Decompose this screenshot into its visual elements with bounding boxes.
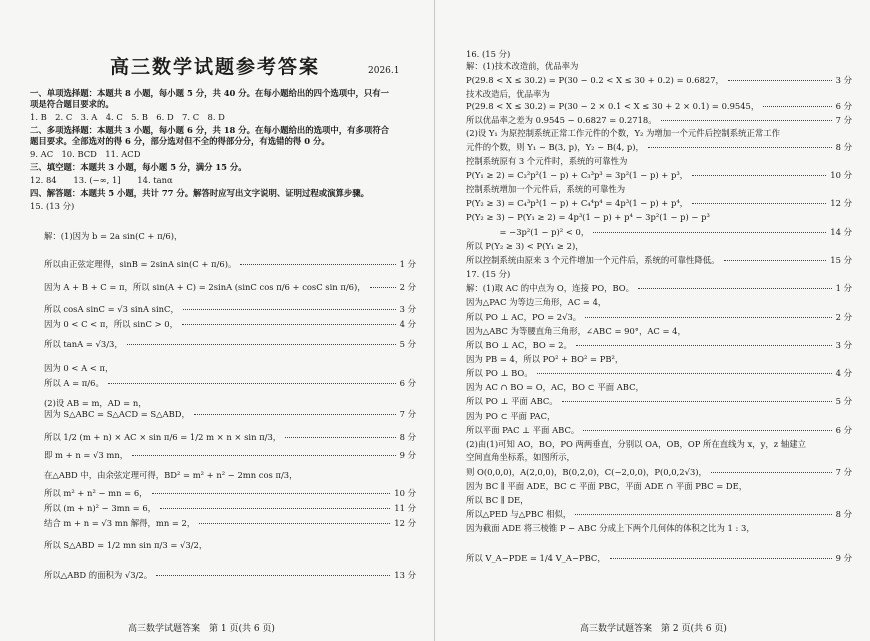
solution-line bbox=[466, 282, 852, 294]
solution-line bbox=[466, 451, 852, 463]
dotted-leader bbox=[638, 288, 832, 289]
score-points: 6 分 bbox=[835, 425, 852, 435]
solution-text: 所以 PO ⊥ AC，PO = 2√3。 bbox=[466, 312, 582, 322]
solution-line bbox=[466, 424, 852, 436]
solution-text: 在△ABD 中，由余弦定理可得，BD² = m² + n² − 2mn cos π/3， bbox=[44, 470, 298, 480]
dotted-leader bbox=[692, 175, 826, 176]
solution-line bbox=[466, 339, 852, 351]
dotted-leader bbox=[593, 232, 826, 233]
solution-text: 所以 BC ∥ DE， bbox=[466, 495, 529, 505]
page-divider bbox=[434, 0, 435, 641]
score-points: 2 分 bbox=[399, 282, 416, 292]
solution-line bbox=[44, 318, 416, 330]
section-1-answers: 1. B 2. C 3. A 4. C 5. B 6. D 7. C 8. D bbox=[30, 112, 225, 122]
solution-text: 解：(1)取 AC 的中点为 O，连接 PO，BO。 bbox=[466, 283, 635, 293]
dotted-leader bbox=[728, 80, 832, 81]
solution-text: 因为截面 ADE 将三棱锥 P − ABC 分成上下两个几何体的体积之比为 1 : 3， bbox=[466, 523, 755, 533]
solution-line bbox=[466, 381, 852, 393]
solution-line bbox=[466, 169, 852, 181]
score-points: 9 分 bbox=[835, 553, 852, 563]
section-4-heading: 四、解答题：本题共 5 小题，共计 77 分。解答时应写出文字说明、证明过程或演算步骤。 bbox=[30, 188, 370, 198]
dotted-leader bbox=[285, 437, 396, 438]
solution-line bbox=[44, 377, 416, 389]
solution-text: 所以△ABD 的面积为 √3/2。 bbox=[44, 570, 153, 580]
score-points: 7 分 bbox=[835, 467, 852, 477]
solution-text: 所以 tanA = √3/3， bbox=[44, 339, 123, 349]
dotted-leader bbox=[194, 414, 396, 415]
section-1-heading-line1: 一、单项选择题：本题共 8 小题，每小题 5 分，共 40 分。在每小题给出的四个选项中，只有一 bbox=[30, 88, 390, 98]
solution-line bbox=[466, 522, 852, 534]
solution-line bbox=[466, 395, 852, 407]
dotted-leader bbox=[127, 344, 396, 345]
solution-text: 所以 V_A−PDE = 1/4 V_A−PBC， bbox=[466, 553, 606, 563]
solution-text: 控制系统原有 3 个元件时，系统的可靠性为 bbox=[466, 156, 628, 166]
solution-text: 所以 1/2 (m + n) × AC × sin π/6 = 1/2 m × n × sin π/3， bbox=[44, 432, 282, 442]
score-points: 4 分 bbox=[399, 319, 416, 329]
solution-line bbox=[466, 325, 852, 337]
solution-text: 所以 PO ⊥ BO。 bbox=[466, 368, 533, 378]
score-points: 1 分 bbox=[835, 283, 852, 293]
solution-line bbox=[466, 183, 852, 195]
dotted-leader bbox=[711, 472, 832, 473]
exam-date: 2026.1 bbox=[368, 66, 400, 76]
solution-line bbox=[44, 303, 416, 315]
solution-text: 解：(1)技术改造前，优品率为 bbox=[466, 61, 579, 71]
solution-text: 因为△PAC 为等边三角形，AC = 4， bbox=[466, 297, 607, 307]
solution-text: 所以由正弦定理得，sinB = 2sinA sin(C + π/6)。 bbox=[44, 259, 237, 269]
score-points: 3 分 bbox=[835, 75, 852, 85]
score-points: 5 分 bbox=[399, 339, 416, 349]
solution-line bbox=[44, 338, 416, 350]
page-footer: 高三数学试题答案 第 1 页(共 6 页) bbox=[128, 624, 275, 634]
solution-text: 技术改造后，优品率为 bbox=[466, 89, 550, 99]
score-points: 6 分 bbox=[835, 101, 852, 111]
solution-text: 所以 S△ABD = 1/2 mn sin π/3 = √3/2， bbox=[44, 540, 208, 550]
score-points: 9 分 bbox=[399, 450, 416, 460]
score-points: 12 分 bbox=[394, 518, 416, 528]
solution-text: P(29.8 < X ≤ 30.2) = P(30 − 2 × 0.1 < X ≤ 30 + 2 × 0.1) = 0.9545， bbox=[466, 101, 760, 111]
solution-line bbox=[466, 211, 852, 223]
dotted-leader bbox=[562, 401, 832, 402]
solution-line bbox=[466, 141, 852, 153]
solution-line bbox=[44, 569, 416, 581]
solution-text: 所以 cosA sinC = √3 sinA sinC， bbox=[44, 304, 179, 314]
solution-line bbox=[44, 362, 416, 374]
solution-text: 因为 0 < C < π，所以 sinC > 0， bbox=[44, 319, 178, 329]
dotted-leader bbox=[763, 106, 832, 107]
solution-text: 则 O(0,0,0)，A(2,0,0)，B(0,2,0)，C(−2,0,0)，P(0,0,2√3)， bbox=[466, 467, 707, 477]
solution-line bbox=[466, 197, 852, 209]
solution-text: 所以 A = π/6。 bbox=[44, 378, 104, 388]
solution-line bbox=[44, 408, 416, 420]
dotted-leader bbox=[156, 575, 390, 576]
dotted-leader bbox=[132, 455, 396, 456]
dotted-leader bbox=[152, 493, 390, 494]
section-1-heading-line2: 项是符合题目要求的。 bbox=[30, 99, 114, 109]
solution-text: 结合 m + n = √3 mn 解得，mn = 2， bbox=[44, 518, 196, 528]
score-points: 13 分 bbox=[394, 570, 416, 580]
dotted-leader bbox=[692, 203, 826, 204]
solution-line bbox=[44, 230, 416, 242]
dotted-leader bbox=[575, 514, 832, 515]
solution-text: 所以 P(Y₂ ≥ 3) < P(Y₁ ≥ 2)， bbox=[466, 241, 584, 251]
solution-text: = −3p²(1 − p)² < 0， bbox=[466, 227, 590, 237]
solution-text: (2)设 Y₁ 为原控制系统正常工作元件的个数，Y₂ 为增加一个元件后控制系统正常工作 bbox=[466, 128, 780, 138]
score-points: 12 分 bbox=[830, 198, 852, 208]
solution-text: 所以优品率之差为 0.9545 − 0.6827 = 0.2718。 bbox=[466, 115, 657, 125]
dotted-leader bbox=[183, 309, 396, 310]
solution-text: 16. (15 分) bbox=[466, 49, 511, 59]
solution-text: 因为 S△ABC = S△ACD = S△ABD， bbox=[44, 409, 190, 419]
section-2-answers: 9. AC 10. BCD 11. ACD bbox=[30, 149, 141, 159]
score-points: 8 分 bbox=[835, 509, 852, 519]
solution-line bbox=[466, 367, 852, 379]
solution-line bbox=[466, 268, 852, 280]
section-3-heading: 三、填空题：本题共 3 小题，每小题 5 分，满分 15 分。 bbox=[30, 162, 247, 172]
solution-line bbox=[466, 240, 852, 252]
solution-line bbox=[466, 254, 852, 266]
page-title: 高三数学试题参考答案 bbox=[110, 56, 321, 78]
solution-text: 所以平面 PAC ⊥ 平面 ABC。 bbox=[466, 425, 580, 435]
dotted-leader bbox=[537, 373, 832, 374]
solution-text: 因为 0 < A < π， bbox=[44, 363, 114, 373]
solution-text: 所以控制系统由原来 3 个元件增加一个元件后，系统的可靠性降低。 bbox=[466, 255, 720, 265]
solution-text: 元件的个数，则 Y₁ ~ B(3, p)，Y₂ ~ B(4, p)， bbox=[466, 142, 644, 152]
score-points: 7 分 bbox=[835, 115, 852, 125]
score-points: 6 分 bbox=[399, 378, 416, 388]
solution-line bbox=[466, 48, 852, 60]
solution-text: 所以 BO ⊥ AC，BO = 2。 bbox=[466, 340, 572, 350]
solution-text: 因为 PB = 4，所以 PO² + BO² = PB²， bbox=[466, 354, 624, 364]
solution-text: (2)设 AB = m，AD = n， bbox=[44, 398, 147, 408]
solution-line bbox=[466, 438, 852, 450]
score-points: 2 分 bbox=[835, 312, 852, 322]
solution-line bbox=[44, 281, 416, 293]
solution-line bbox=[466, 127, 852, 139]
solution-line bbox=[466, 353, 852, 365]
score-points: 10 分 bbox=[830, 170, 852, 180]
solution-text: 空间直角坐标系，如图所示， bbox=[466, 452, 575, 462]
solution-line bbox=[466, 508, 852, 520]
solution-text: 因为 BC ∥ 平面 ADE，BC ⊂ 平面 PBC，平面 ADE ∩ 平面 PBC = DE， bbox=[466, 481, 748, 491]
dotted-leader bbox=[583, 430, 832, 431]
page-2 bbox=[436, 0, 870, 641]
solution-line bbox=[466, 296, 852, 308]
dotted-leader bbox=[585, 317, 832, 318]
solution-text: P(Y₂ ≥ 3) = C₄³p³(1 − p) + C₄⁴p⁴ = 4p³(1 − p) + p⁴， bbox=[466, 198, 689, 208]
score-points: 3 分 bbox=[835, 340, 852, 350]
solution-line bbox=[466, 226, 852, 238]
score-points: 5 分 bbox=[835, 396, 852, 406]
solution-text: 所以△PED 与△PBC 相似， bbox=[466, 509, 572, 519]
solution-text: P(Y₂ ≥ 3) − P(Y₁ ≥ 2) = 4p³(1 − p) + p⁴ − 3p²(1 − p) − p³ bbox=[466, 212, 710, 222]
dotted-leader bbox=[724, 260, 826, 261]
dotted-leader bbox=[182, 324, 396, 325]
solution-text: (2)由(1)可知 AO，BO，PO 两两垂直，分别以 OA，OB，OP 所在直线为 x，y，z 轴建立 bbox=[466, 439, 806, 449]
score-points: 7 分 bbox=[399, 409, 416, 419]
dotted-leader bbox=[240, 264, 396, 265]
dotted-leader bbox=[108, 383, 396, 384]
score-points: 3 分 bbox=[399, 304, 416, 314]
solution-line bbox=[44, 487, 416, 499]
solution-line bbox=[44, 431, 416, 443]
solution-line bbox=[466, 494, 852, 506]
solution-line bbox=[466, 410, 852, 422]
solution-text: 所以 PO ⊥ 平面 ABC。 bbox=[466, 396, 558, 406]
solution-text: 控制系统增加一个元件后，系统的可靠性为 bbox=[466, 184, 626, 194]
score-points: 4 分 bbox=[835, 368, 852, 378]
solution-text: P(29.8 < X ≤ 30.2) = P(30 − 0.2 < X ≤ 30 + 0.2) = 0.6827， bbox=[466, 75, 724, 85]
solution-line bbox=[466, 74, 852, 86]
solution-text: 即 m + n = √3 mn， bbox=[44, 450, 129, 460]
solution-text: 17. (15 分) bbox=[466, 269, 511, 279]
solution-line bbox=[466, 100, 852, 112]
solution-text: 所以 (m + n)² − 3mn = 6， bbox=[44, 503, 157, 513]
page-footer: 高三数学试题答案 第 2 页(共 6 页) bbox=[580, 624, 727, 634]
solution-line bbox=[466, 60, 852, 72]
solution-line bbox=[44, 502, 416, 514]
score-points: 8 分 bbox=[835, 142, 852, 152]
question-15-heading: 15. (13 分) bbox=[30, 201, 75, 211]
score-points: 11 分 bbox=[394, 503, 416, 513]
dotted-leader bbox=[648, 147, 832, 148]
dotted-leader bbox=[370, 287, 396, 288]
solution-line bbox=[44, 469, 416, 481]
dotted-leader bbox=[661, 120, 832, 121]
solution-text: 因为 AC ∩ BO = O，AC，BO ⊂ 平面 ABC， bbox=[466, 382, 644, 392]
solution-text: 因为 A + B + C = π，所以 sin(A + C) = 2sinA (sinC cos π/6 + cosC sin π/6)， bbox=[44, 282, 366, 292]
section-2-heading-line1: 二、多项选择题：本题共 3 小题，每小题 6 分，共 18 分。在每小题给出的选项中，有多项符合 bbox=[30, 125, 390, 135]
solution-line bbox=[44, 258, 416, 270]
score-points: 1 分 bbox=[399, 259, 416, 269]
solution-line bbox=[466, 552, 852, 564]
solution-text: 解：(1)因为 b = 2a sin(C + π/6)， bbox=[44, 231, 183, 241]
section-3-answers: 12. 84 13. (−∞, 1] 14. tanα bbox=[30, 175, 173, 185]
solution-line bbox=[466, 480, 852, 492]
score-points: 15 分 bbox=[830, 255, 852, 265]
solution-text: P(Y₁ ≥ 2) = C₃²p²(1 − p) + C₃³p³ = 3p²(1 − p) + p³， bbox=[466, 170, 689, 180]
dotted-leader bbox=[199, 523, 390, 524]
solution-text: 因为△ABC 为等腰直角三角形，∠ABC = 90°，AC = 4， bbox=[466, 326, 686, 336]
solution-line bbox=[466, 155, 852, 167]
solution-line bbox=[466, 466, 852, 478]
solution-line bbox=[44, 539, 416, 551]
solution-line bbox=[466, 114, 852, 126]
dotted-leader bbox=[610, 558, 832, 559]
solution-line bbox=[44, 517, 416, 529]
solution-line bbox=[466, 88, 852, 100]
solution-text: 所以 m² + n² − mn = 6， bbox=[44, 488, 148, 498]
solution-line bbox=[466, 311, 852, 323]
score-points: 10 分 bbox=[394, 488, 416, 498]
score-points: 14 分 bbox=[830, 227, 852, 237]
dotted-leader bbox=[160, 508, 390, 509]
solution-line bbox=[44, 449, 416, 461]
score-points: 8 分 bbox=[399, 432, 416, 442]
dotted-leader bbox=[576, 345, 832, 346]
solution-text: 因为 PO ⊂ 平面 PAC， bbox=[466, 411, 556, 421]
section-2-heading-line2: 题目要求。全部选对的得 6 分，部分选对但不全的得部分分，有选错的得 0 分。 bbox=[30, 136, 330, 146]
